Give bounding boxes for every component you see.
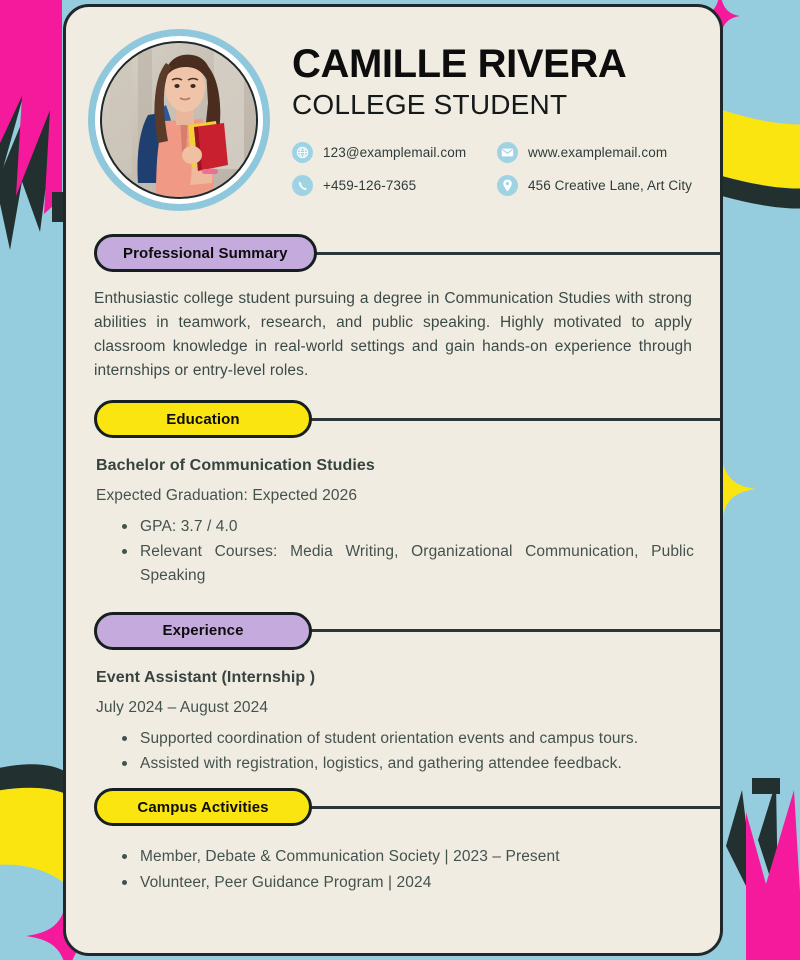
section-title-summary: Professional Summary bbox=[94, 234, 317, 272]
list-item: Member, Debate & Communication Society | 2023 – Present bbox=[122, 845, 694, 868]
avatar-white-ring bbox=[95, 36, 263, 204]
location-pin-icon bbox=[497, 175, 518, 196]
yellow-band-right bbox=[722, 110, 800, 209]
section-title-experience: Experience bbox=[94, 612, 312, 650]
resume-header bbox=[66, 7, 720, 211]
section-campus-activities bbox=[66, 787, 720, 894]
page-title: CAMILLE RIVERA bbox=[292, 42, 627, 86]
section-header-education bbox=[94, 399, 694, 439]
contact-phone[interactable] bbox=[292, 175, 497, 196]
contact-address-text: 456 Creative Lane, Art City bbox=[528, 178, 693, 193]
experience-dates: July 2024 – August 2024 bbox=[96, 698, 269, 716]
activities-bullet-list bbox=[122, 845, 694, 894]
list-item: Assisted with registration, logistics, and gathering attendee feedback. bbox=[122, 752, 694, 775]
avatar-photo bbox=[102, 43, 256, 197]
section-experience bbox=[66, 611, 720, 776]
section-header-summary bbox=[94, 233, 694, 273]
contact-email[interactable] bbox=[292, 142, 497, 163]
avatar-dark-ring bbox=[100, 41, 258, 199]
section-education bbox=[66, 399, 720, 587]
header-text-block bbox=[270, 29, 694, 196]
education-degree: Bachelor of Communication Studies bbox=[96, 457, 375, 475]
globe-icon bbox=[292, 142, 313, 163]
contact-address[interactable] bbox=[497, 175, 694, 196]
section-title-education: Education bbox=[94, 400, 312, 438]
section-professional-summary bbox=[66, 233, 720, 383]
phone-icon bbox=[292, 175, 313, 196]
job-role-subtitle: COLLEGE STUDENT bbox=[292, 89, 568, 120]
contact-list bbox=[292, 142, 694, 196]
list-item: Supported coordination of student orientation events and campus tours. bbox=[122, 727, 694, 750]
section-title-activities: Campus Activities bbox=[94, 788, 312, 826]
summary-body-text: Enthusiastic college student pursuing a degree in Communication Studies with strong abilities in teamwork, research, and public speaking. Highly motivated to apply classroom knowledge in real-world settings and gain hands-on experience through internships or entry-level roles. bbox=[94, 290, 692, 380]
section-divider-rule bbox=[304, 629, 720, 632]
section-header-experience bbox=[94, 611, 694, 651]
section-divider-rule bbox=[304, 806, 720, 809]
avatar bbox=[88, 29, 270, 211]
list-item: GPA: 3.7 / 4.0 bbox=[122, 515, 694, 538]
contact-website-text: www.examplemail.com bbox=[528, 145, 668, 160]
list-item: Volunteer, Peer Guidance Program | 2024 bbox=[122, 871, 694, 894]
section-header-activities bbox=[94, 787, 694, 827]
contact-email-text: 123@examplemail.com bbox=[323, 145, 467, 160]
education-graduation: Expected Graduation: Expected 2026 bbox=[96, 487, 358, 505]
experience-bullet-list bbox=[122, 727, 694, 776]
resume-card bbox=[63, 4, 723, 956]
experience-job-title: Event Assistant (Internship ) bbox=[96, 668, 316, 686]
list-item: Relevant Courses: Media Writing, Organizational Communication, Public Speaking bbox=[122, 540, 694, 587]
contact-phone-text: +459-126-7365 bbox=[323, 178, 417, 193]
envelope-icon bbox=[497, 142, 518, 163]
section-divider-rule bbox=[304, 418, 720, 421]
section-divider-rule bbox=[304, 252, 720, 255]
education-bullet-list bbox=[122, 515, 694, 587]
contact-website[interactable] bbox=[497, 142, 694, 163]
